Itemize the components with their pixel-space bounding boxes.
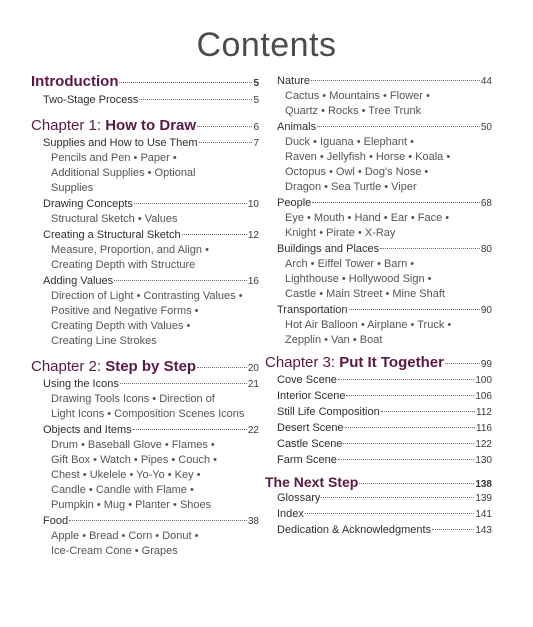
page-number: 16: [247, 276, 259, 287]
dot-leader: [432, 529, 474, 530]
subtopic-line: Octopus • Owl • Dog's Nose •: [285, 166, 429, 178]
toc-entry-desert-scene[interactable]: [265, 421, 492, 436]
entry-label: Using the Icons: [43, 378, 119, 390]
toc-entry-using-icons[interactable]: [31, 377, 259, 392]
page-number: 44: [480, 76, 492, 87]
left-column: [31, 73, 259, 559]
dot-leader: [380, 248, 480, 249]
entry-label: Supplies and How to Use Them: [43, 137, 198, 149]
subtopic-line: Zepplin • Van • Boat: [285, 334, 383, 346]
toc-chapter-1[interactable]: [31, 117, 259, 134]
entry-label: Castle Scene: [277, 438, 343, 450]
dot-leader: [345, 427, 475, 428]
page-number: 99: [480, 359, 492, 370]
page-number: 50: [480, 122, 492, 133]
toc-chapter-2[interactable]: [31, 358, 259, 375]
subtopic-line: Raven • Jellyfish • Horse • Koala •: [285, 151, 451, 163]
subtopic-line: Pencils and Pen • Paper •: [51, 152, 177, 164]
toc-chapter-3[interactable]: [265, 354, 492, 371]
page-number: 112: [476, 407, 492, 418]
entry-label: Food: [43, 515, 69, 527]
subtopic-line: Gift Box • Watch • Pipes • Couch •: [51, 454, 217, 466]
chapter-prefix: Chapter 2:: [31, 358, 102, 375]
dot-leader: [197, 367, 247, 368]
entry-label: Creating a Structural Sketch: [43, 229, 181, 241]
subtopic-line: Apple • Bread • Corn • Donut •: [51, 530, 199, 542]
chapter-name: Step by Step: [105, 358, 197, 375]
toc-entry-objects-items[interactable]: [31, 423, 259, 438]
toc-entry-nature[interactable]: [265, 74, 492, 89]
entry-label: Two-Stage Process: [43, 94, 139, 106]
dot-leader: [346, 395, 474, 396]
toc-entry-buildings[interactable]: [265, 242, 492, 257]
page-number: 106: [475, 391, 492, 402]
dot-leader: [311, 80, 480, 81]
toc-entry-food[interactable]: [31, 514, 259, 529]
dot-leader: [321, 497, 474, 498]
dot-leader: [317, 126, 480, 127]
chapter-prefix: Chapter 3:: [265, 354, 336, 371]
entry-label: Still Life Composition: [277, 406, 380, 418]
page-number: 22: [247, 425, 259, 436]
dot-leader: [381, 411, 475, 412]
dot-leader: [312, 202, 480, 203]
subtopic-line: Drawing Tools Icons • Direction of: [51, 393, 215, 405]
dot-leader: [114, 280, 247, 281]
page-number: 100: [475, 375, 492, 386]
subtopic-line: Castle • Main Street • Mine Shaft: [285, 288, 445, 300]
toc-entry-cove-scene[interactable]: [265, 373, 492, 388]
entry-label: Nature: [277, 75, 311, 87]
page-number: 68: [480, 198, 492, 209]
page-title: Contents: [196, 26, 337, 64]
toc-entry-dedication[interactable]: [265, 523, 492, 538]
page-number: 20: [247, 363, 259, 374]
toc-entry-adding-values[interactable]: [31, 274, 259, 289]
subtopic-line: Creating Line Strokes: [51, 335, 157, 347]
dot-leader: [120, 383, 247, 384]
chapter-heading: [31, 358, 196, 375]
dot-leader: [134, 203, 247, 204]
dot-leader: [445, 363, 480, 364]
entry-label: Farm Scene: [277, 454, 337, 466]
toc-entry-drawing-concepts[interactable]: [31, 197, 259, 212]
page-number: 138: [475, 479, 492, 490]
chapter-prefix: Chapter 1:: [31, 117, 102, 134]
page-number: 116: [476, 423, 492, 434]
entry-label: The Next Step: [265, 474, 359, 490]
entry-label: Objects and Items: [43, 424, 132, 436]
entry-label: People: [277, 197, 312, 209]
dot-leader: [338, 459, 474, 460]
page-number: 143: [475, 525, 492, 536]
dot-leader: [343, 443, 474, 444]
toc-entry-castle-scene[interactable]: [265, 437, 492, 452]
page-number: 130: [475, 455, 492, 466]
toc-entry-structural-sketch[interactable]: [31, 228, 259, 243]
dot-leader: [139, 99, 252, 100]
subtopic-line: Dragon • Sea Turtle • Viper: [285, 181, 417, 193]
subtopic-line: Cactus • Mountains • Flower •: [285, 90, 430, 102]
toc-entry-next-step[interactable]: [265, 474, 492, 490]
subtopic-line: Hot Air Balloon • Airplane • Truck •: [285, 319, 452, 331]
toc-entry-index[interactable]: [265, 507, 492, 522]
entry-label: Desert Scene: [277, 422, 344, 434]
page-number: 90: [480, 305, 492, 316]
subtopic-line: Knight • Pirate • X-Ray: [285, 227, 396, 239]
page-number: 12: [247, 230, 259, 241]
dot-leader: [119, 82, 252, 83]
entry-label: Dedication & Acknowledgments: [277, 524, 432, 536]
subtopic-line: Eye • Mouth • Hand • Ear • Face •: [285, 212, 450, 224]
page-number: 6: [253, 122, 259, 133]
subtopic-line: Pumpkin • Mug • Planter • Shoes: [51, 499, 212, 511]
page-number: 5: [253, 95, 259, 106]
subtopic-line: Drum • Baseball Glove • Flames •: [51, 439, 215, 451]
dot-leader: [359, 483, 474, 484]
chapter-heading: [265, 354, 444, 371]
page-number: 122: [475, 439, 492, 450]
subtopic-line: Direction of Light • Contrasting Values •: [51, 290, 243, 302]
entry-label: Interior Scene: [277, 390, 346, 402]
entry-label: Drawing Concepts: [43, 198, 133, 210]
toc-entry-introduction[interactable]: [31, 73, 259, 90]
subtopic-line: Quartz • Rocks • Tree Trunk: [285, 105, 422, 117]
toc-entry-transportation[interactable]: [265, 303, 492, 318]
right-column: [265, 73, 492, 538]
entry-label: Introduction: [31, 73, 119, 90]
subtopic-line: Measure, Proportion, and Align •: [51, 244, 209, 256]
entry-label: Glossary: [277, 492, 321, 504]
subtopic-line: Ice-Cream Cone • Grapes: [51, 545, 178, 557]
subtopic-line: Arch • Eiffel Tower • Barn •: [285, 258, 415, 270]
entry-label: Adding Values: [43, 275, 114, 287]
chapter-name: Put It Together: [339, 354, 444, 371]
subtopic-line: Structural Sketch • Values: [51, 213, 178, 225]
toc-entry-glossary[interactable]: [265, 491, 492, 506]
toc-entry-two-stage-process[interactable]: [31, 93, 259, 108]
dot-leader: [133, 429, 247, 430]
toc-entry-supplies[interactable]: [31, 136, 259, 151]
page-number: 38: [247, 516, 259, 527]
page-number: 139: [475, 493, 492, 504]
subtopic-line: Additional Supplies • Optional: [51, 167, 196, 179]
page-number: 7: [253, 138, 259, 149]
chapter-heading: [31, 117, 196, 134]
entry-label: Cove Scene: [277, 374, 337, 386]
dot-leader: [182, 234, 247, 235]
entry-label: Index: [277, 508, 304, 520]
dot-leader: [349, 309, 480, 310]
dot-leader: [197, 126, 252, 127]
page-number: 21: [247, 379, 259, 390]
chapter-name: How to Draw: [105, 117, 197, 134]
subtopic-line: Creating Depth with Structure: [51, 259, 196, 271]
page-number: 10: [247, 199, 259, 210]
subtopic-line: Supplies: [51, 182, 94, 194]
subtopic-line: Light Icons • Composition Scenes Icons: [51, 408, 245, 420]
toc-entry-animals[interactable]: [265, 120, 492, 135]
page-number: 141: [475, 509, 492, 520]
subtopic-line: Candle • Candle with Flame •: [51, 484, 194, 496]
dot-leader: [305, 513, 474, 514]
subtopic-line: Lighthouse • Hollywood Sign •: [285, 273, 432, 285]
subtopic-line: Duck • Iguana • Elephant •: [285, 136, 414, 148]
dot-leader: [69, 520, 247, 521]
page-number: 80: [480, 244, 492, 255]
entry-label: Transportation: [277, 304, 348, 316]
subtopic-line: Chest • Ukelele • Yo-Yo • Key •: [51, 469, 201, 481]
dot-leader: [338, 379, 474, 380]
entry-label: Buildings and Places: [277, 243, 380, 255]
dot-leader: [199, 142, 253, 143]
subtopic-line: Positive and Negative Forms •: [51, 305, 199, 317]
toc-entry-farm-scene[interactable]: [265, 453, 492, 468]
toc-entry-still-life[interactable]: [265, 405, 492, 420]
subtopic-line: Creating Depth with Values •: [51, 320, 191, 332]
entry-label: Animals: [277, 121, 317, 133]
page-number: 5: [253, 78, 259, 89]
toc-entry-interior-scene[interactable]: [265, 389, 492, 404]
toc-entry-people[interactable]: [265, 196, 492, 211]
